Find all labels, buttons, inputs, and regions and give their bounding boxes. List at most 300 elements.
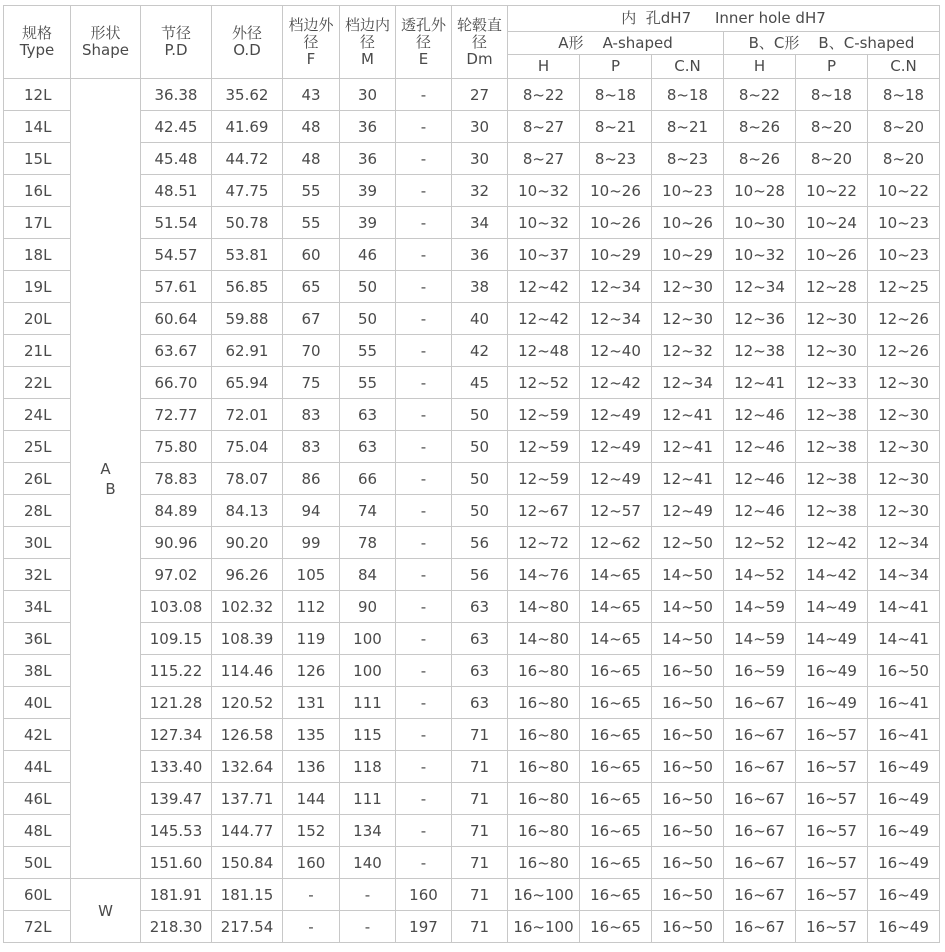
cell-value: 55 [340,335,396,367]
header-a-shaped: A形 A-shaped [508,32,724,55]
cell-value: 16~50 [652,783,724,815]
cell-value: 16~49 [868,751,940,783]
cell-value: 16~57 [796,879,868,911]
cell-value: 16~50 [652,687,724,719]
cell-value: 8~27 [508,111,580,143]
cell-value: 12~46 [724,431,796,463]
cell-value: 8~20 [868,143,940,175]
header-flange-outer-f: 档边外 径 F [283,6,340,79]
cell-value: - [396,559,452,591]
cell-value: 181.91 [141,879,212,911]
table-row [4,143,940,175]
cell-value: 16~57 [796,847,868,879]
cell-value: 137.71 [212,783,283,815]
cell-value: 48.51 [141,175,212,207]
cell-value: 16~100 [508,879,580,911]
cell-value: 114.46 [212,655,283,687]
cell-value: 8~22 [508,79,580,111]
cell-value: 131 [283,687,340,719]
cell-value: 126.58 [212,719,283,751]
table-row [4,463,940,495]
table-row [4,559,940,591]
cell-value: 63 [452,591,508,623]
cell-value: 16~50 [652,879,724,911]
cell-value: 8~22 [724,79,796,111]
cell-value: 14~59 [724,623,796,655]
cell-type: 20L [4,303,71,335]
cell-value: - [396,783,452,815]
cell-value: 12~30 [868,495,940,527]
cell-value: 135 [283,719,340,751]
cell-value: 14~49 [796,591,868,623]
cell-value: 63 [452,623,508,655]
cell-value: 12~49 [652,495,724,527]
cell-value: 40 [452,303,508,335]
cell-value: 103.08 [141,591,212,623]
cell-value: 144.77 [212,815,283,847]
cell-value: 27 [452,79,508,111]
cell-value: 160 [283,847,340,879]
cell-value: 12~49 [580,399,652,431]
cell-value: - [396,399,452,431]
cell-value: 14~65 [580,591,652,623]
cell-shape-w: W [71,879,141,943]
cell-type: 72L [4,911,71,943]
cell-value: 86 [283,463,340,495]
cell-value: 109.15 [141,623,212,655]
cell-value: 12~46 [724,463,796,495]
cell-value: - [396,111,452,143]
cell-value: 71 [452,783,508,815]
cell-value: - [396,239,452,271]
cell-value: 16~41 [868,687,940,719]
table-row [4,815,940,847]
cell-value: 16~65 [580,687,652,719]
cell-value: 115.22 [141,655,212,687]
cell-value: 50 [452,495,508,527]
cell-value: 217.54 [212,911,283,943]
table-row [4,79,940,111]
header-bc-shaped: B、C形 B、C-shaped [724,32,940,55]
cell-value: 12~48 [508,335,580,367]
cell-value: 12~67 [508,495,580,527]
table-row [4,239,940,271]
cell-type: 14L [4,111,71,143]
cell-value: 12~30 [796,335,868,367]
cell-value: 55 [283,175,340,207]
cell-value: 56 [452,527,508,559]
cell-value: 12~49 [580,431,652,463]
cell-value: 75.04 [212,431,283,463]
cell-value: 14~76 [508,559,580,591]
cell-value: 151.60 [141,847,212,879]
cell-type: 38L [4,655,71,687]
cell-value: 100 [340,655,396,687]
cell-value: 16~65 [580,751,652,783]
cell-value: 45 [452,367,508,399]
cell-value: 16~57 [796,911,868,943]
cell-value: 16~65 [580,655,652,687]
cell-value: 30 [340,79,396,111]
cell-type: 32L [4,559,71,591]
cell-value: 111 [340,687,396,719]
cell-value: 127.34 [141,719,212,751]
table-row [4,879,940,911]
cell-value: 120.52 [212,687,283,719]
cell-value: - [396,719,452,751]
cell-value: 71 [452,751,508,783]
header-a-p: P [580,55,652,79]
cell-value: 83 [283,399,340,431]
cell-value: 12~30 [796,303,868,335]
header-bc-cn: C.N [868,55,940,79]
header-outer-diameter: 外径 O.D [212,6,283,79]
cell-value: 38 [452,271,508,303]
cell-value: 16~65 [580,911,652,943]
cell-type: 18L [4,239,71,271]
cell-value: 16~80 [508,847,580,879]
cell-value: 12~42 [796,527,868,559]
header-hub-diameter-dm: 轮毂直 径 Dm [452,6,508,79]
cell-value: - [396,655,452,687]
cell-value: 48 [283,111,340,143]
cell-value: 10~29 [580,239,652,271]
cell-value: 44.72 [212,143,283,175]
cell-value: 12~42 [580,367,652,399]
cell-value: 10~23 [868,239,940,271]
cell-value: 71 [452,719,508,751]
cell-value: 8~26 [724,143,796,175]
cell-value: 102.32 [212,591,283,623]
header-type: 规格 Type [4,6,71,79]
table-row [4,655,940,687]
cell-value: - [396,143,452,175]
cell-value: - [396,463,452,495]
cell-value: 16~67 [724,751,796,783]
cell-value: 78.07 [212,463,283,495]
cell-type: 30L [4,527,71,559]
cell-value: 14~80 [508,591,580,623]
cell-value: 12~38 [796,399,868,431]
shape-a-label: A [100,459,111,478]
cell-value: 121.28 [141,687,212,719]
cell-value: 145.53 [141,815,212,847]
cell-value: 41.69 [212,111,283,143]
cell-value: 71 [452,847,508,879]
table-row [4,495,940,527]
cell-value: 50 [452,463,508,495]
cell-value: 16~57 [796,783,868,815]
cell-value: 62.91 [212,335,283,367]
cell-value: 66 [340,463,396,495]
table-row [4,751,940,783]
cell-value: 16~50 [652,847,724,879]
header-a-cn: C.N [652,55,724,79]
cell-value: 30 [452,111,508,143]
cell-value: - [396,367,452,399]
cell-value: 96.26 [212,559,283,591]
cell-value: 12~42 [508,271,580,303]
cell-value: 8~27 [508,143,580,175]
cell-value: 12~42 [508,303,580,335]
cell-value: 94 [283,495,340,527]
cell-value: 152 [283,815,340,847]
cell-value: 10~32 [508,207,580,239]
cell-value: 16~80 [508,719,580,751]
header-flange-inner-m: 档边内 径 M [340,6,396,79]
table-row [4,623,940,655]
cell-value: 10~26 [580,207,652,239]
cell-value: 72.01 [212,399,283,431]
cell-value: - [396,303,452,335]
cell-value: 134 [340,815,396,847]
cell-value: 65.94 [212,367,283,399]
cell-value: 60 [283,239,340,271]
cell-value: 14~50 [652,623,724,655]
cell-value: 16~50 [652,911,724,943]
cell-value: 10~23 [868,207,940,239]
cell-value: 16~49 [868,847,940,879]
cell-value: 12~38 [796,495,868,527]
cell-value: 8~20 [796,143,868,175]
cell-value: 16~59 [724,655,796,687]
cell-value: 63 [340,399,396,431]
cell-value: 71 [452,911,508,943]
cell-shape-ab [71,79,141,879]
cell-value: 16~41 [868,719,940,751]
cell-value: 181.15 [212,879,283,911]
cell-value: 36 [340,143,396,175]
cell-value: 35.62 [212,79,283,111]
cell-value: 78.83 [141,463,212,495]
cell-value: 71 [452,815,508,847]
cell-value: 12~30 [868,431,940,463]
cell-value: 8~20 [796,111,868,143]
cell-type: 17L [4,207,71,239]
cell-value: 57.61 [141,271,212,303]
cell-value: 12~34 [868,527,940,559]
cell-value: 46 [340,239,396,271]
cell-value: 10~37 [508,239,580,271]
cell-value: 140 [340,847,396,879]
cell-value: 50.78 [212,207,283,239]
cell-value: 14~42 [796,559,868,591]
cell-value: 16~80 [508,751,580,783]
cell-value: 12~52 [508,367,580,399]
cell-value: 10~26 [580,175,652,207]
cell-value: 14~49 [796,623,868,655]
cell-type: 40L [4,687,71,719]
cell-type: 36L [4,623,71,655]
cell-value: 112 [283,591,340,623]
shape-b-label: B [105,479,116,498]
cell-value: - [396,495,452,527]
cell-value: - [396,271,452,303]
cell-value: 14~41 [868,591,940,623]
cell-value: - [340,911,396,943]
cell-type: 28L [4,495,71,527]
cell-value: 160 [396,879,452,911]
cell-value: 50 [340,271,396,303]
cell-value: 47.75 [212,175,283,207]
cell-value: 118 [340,751,396,783]
cell-value: 14~65 [580,623,652,655]
cell-value: 12~57 [580,495,652,527]
cell-value: 12~30 [652,271,724,303]
cell-value: 12~49 [580,463,652,495]
cell-value: 16~49 [868,879,940,911]
cell-value: 16~50 [868,655,940,687]
cell-value: 84.13 [212,495,283,527]
cell-value: 16~49 [868,911,940,943]
cell-value: 16~49 [868,783,940,815]
table-row [4,399,940,431]
cell-value: 16~67 [724,815,796,847]
cell-value: 12~30 [868,463,940,495]
cell-value: 16~49 [796,687,868,719]
cell-value: 50 [452,399,508,431]
cell-value: 8~18 [868,79,940,111]
cell-value: 12~41 [652,463,724,495]
table-row [4,175,940,207]
cell-value: 36 [452,239,508,271]
cell-value: 45.48 [141,143,212,175]
cell-value: 72.77 [141,399,212,431]
cell-value: 60.64 [141,303,212,335]
cell-value: 63 [340,431,396,463]
cell-value: 136 [283,751,340,783]
cell-value: 16~67 [724,847,796,879]
cell-value: 144 [283,783,340,815]
cell-value: 99 [283,527,340,559]
cell-value: 8~23 [580,143,652,175]
cell-value: 90.96 [141,527,212,559]
cell-type: 16L [4,175,71,207]
header-shape: 形状 Shape [71,6,141,79]
cell-value: 115 [340,719,396,751]
cell-value: 50 [452,431,508,463]
cell-value: 83 [283,431,340,463]
cell-value: 10~26 [796,239,868,271]
cell-type: 15L [4,143,71,175]
cell-value: 84 [340,559,396,591]
table-row [4,719,940,751]
cell-value: 51.54 [141,207,212,239]
cell-value: 48 [283,143,340,175]
cell-value: 133.40 [141,751,212,783]
cell-value: 16~57 [796,719,868,751]
cell-value: - [396,591,452,623]
cell-value: 42.45 [141,111,212,143]
cell-type: 44L [4,751,71,783]
cell-value: 14~59 [724,591,796,623]
cell-value: 12~41 [652,399,724,431]
cell-value: 10~22 [868,175,940,207]
cell-value: 56.85 [212,271,283,303]
cell-value: 12~26 [868,335,940,367]
cell-value: - [396,79,452,111]
table-row [4,431,940,463]
cell-value: 36.38 [141,79,212,111]
cell-value: 12~59 [508,463,580,495]
cell-type: 24L [4,399,71,431]
cell-value: - [396,335,452,367]
cell-type: 26L [4,463,71,495]
cell-value: 74 [340,495,396,527]
cell-value: 8~18 [580,79,652,111]
cell-value: 16~67 [724,879,796,911]
cell-value: 53.81 [212,239,283,271]
cell-value: 71 [452,879,508,911]
cell-value: 65 [283,271,340,303]
cell-type: 12L [4,79,71,111]
header-through-hole-e: 透孔外 径 E [396,6,452,79]
cell-value: 12~38 [796,463,868,495]
cell-value: - [283,911,340,943]
cell-type: 60L [4,879,71,911]
cell-value: - [396,175,452,207]
cell-value: 43 [283,79,340,111]
cell-value: 12~40 [580,335,652,367]
cell-value: 12~33 [796,367,868,399]
cell-value: 10~22 [796,175,868,207]
cell-value: 10~32 [508,175,580,207]
cell-value: 14~52 [724,559,796,591]
cell-value: 16~50 [652,655,724,687]
header-bc-p: P [796,55,868,79]
cell-value: 12~30 [868,399,940,431]
cell-value: 12~30 [652,303,724,335]
cell-value: 12~59 [508,399,580,431]
cell-value: 63 [452,687,508,719]
cell-value: 14~65 [580,559,652,591]
cell-type: 19L [4,271,71,303]
cell-value: 54.57 [141,239,212,271]
cell-value: 12~41 [724,367,796,399]
cell-value: 16~67 [724,911,796,943]
cell-value: - [396,815,452,847]
table-row [4,111,940,143]
cell-value: - [396,623,452,655]
cell-value: 32 [452,175,508,207]
cell-value: - [283,879,340,911]
table-row [4,367,940,399]
cell-value: 12~34 [580,271,652,303]
cell-value: 39 [340,175,396,207]
table-row [4,591,940,623]
header-pitch-diameter: 节径 P.D [141,6,212,79]
cell-value: 12~30 [868,367,940,399]
cell-value: 10~28 [724,175,796,207]
cell-value: 12~26 [868,303,940,335]
cell-value: 36 [340,111,396,143]
cell-value: 39 [340,207,396,239]
cell-value: 12~50 [652,527,724,559]
cell-value: 90.20 [212,527,283,559]
cell-value: 12~52 [724,527,796,559]
cell-value: 12~34 [652,367,724,399]
cell-value: 10~23 [652,175,724,207]
cell-type: 21L [4,335,71,367]
cell-value: 97.02 [141,559,212,591]
cell-value: - [340,879,396,911]
cell-value: 63.67 [141,335,212,367]
cell-value: 132.64 [212,751,283,783]
cell-value: 55 [283,207,340,239]
cell-value: 34 [452,207,508,239]
cell-value: 119 [283,623,340,655]
cell-value: 84.89 [141,495,212,527]
